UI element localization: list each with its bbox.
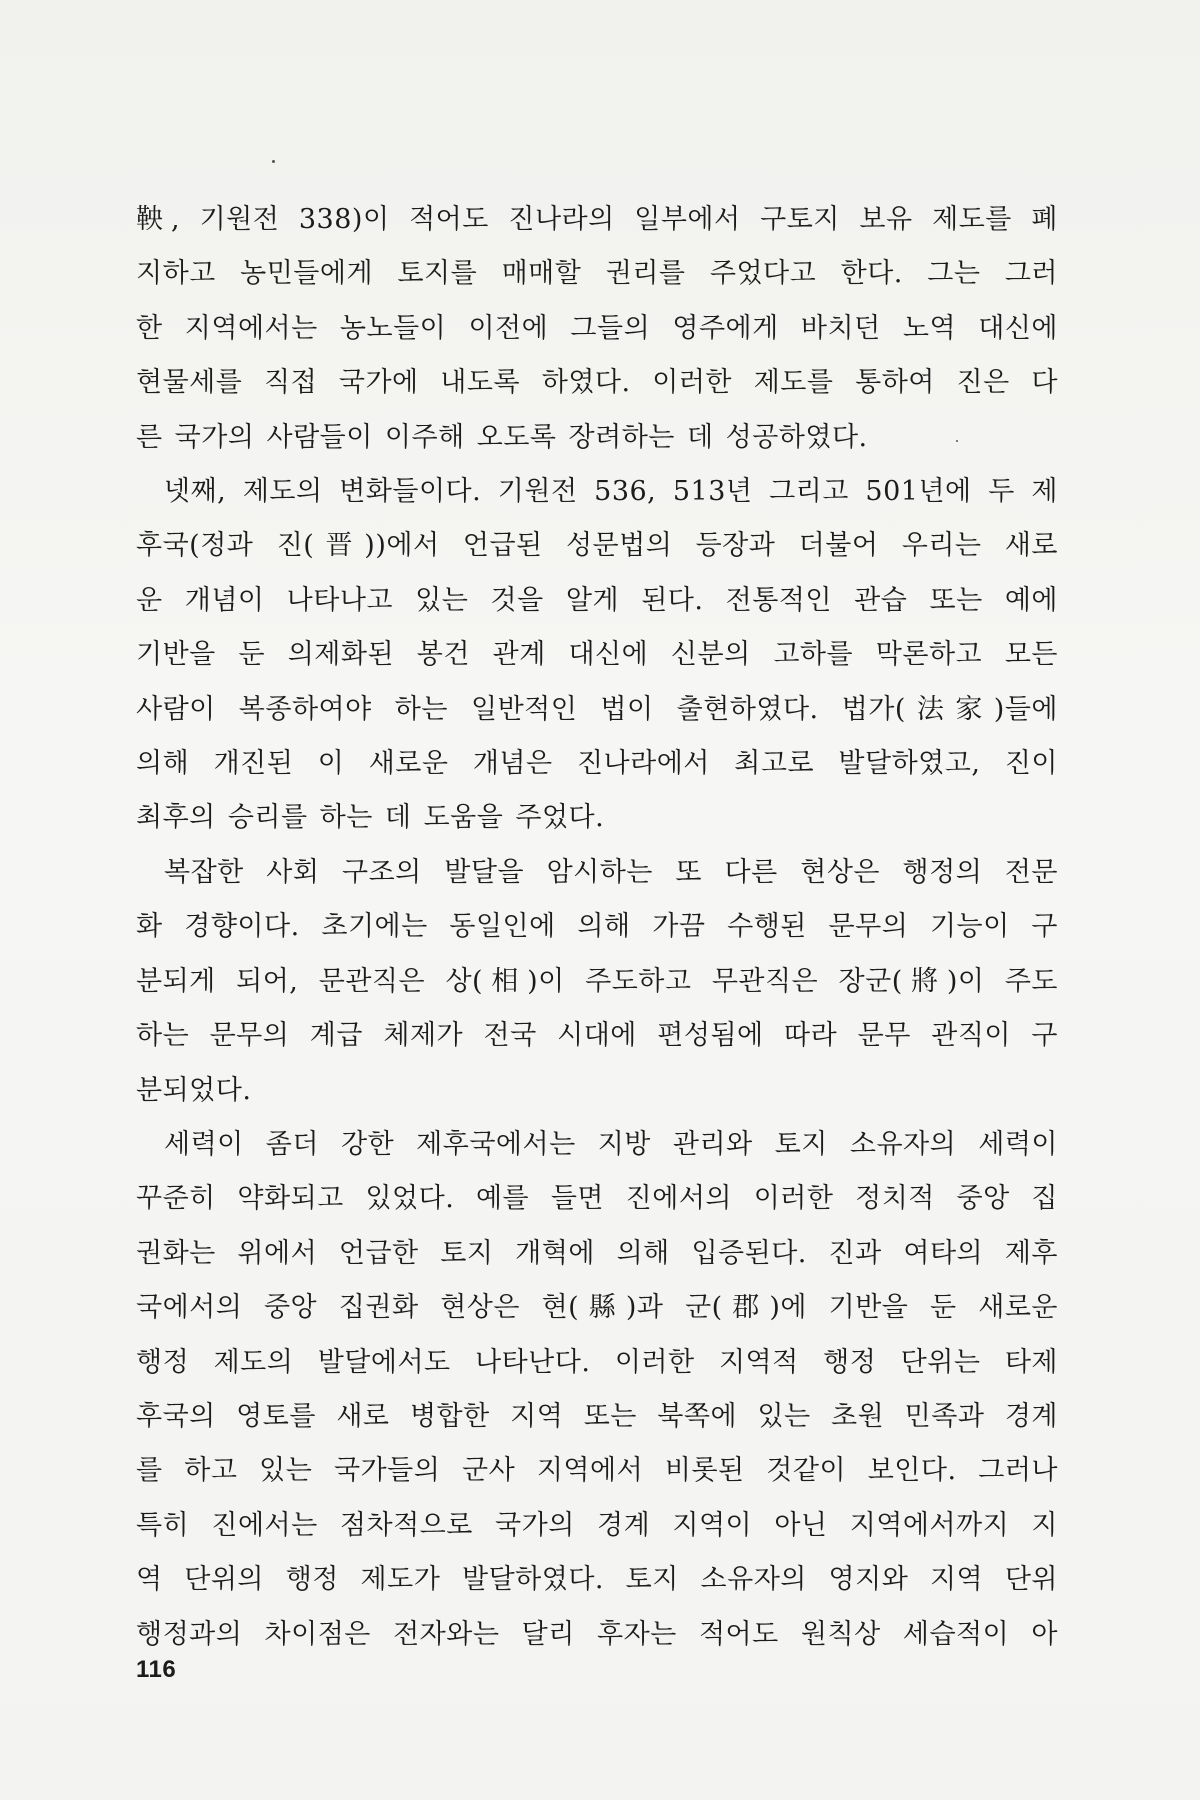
text-line: 기반을 둔 의제화된 봉건 관계 대신에 신분의 고하를 막론하고 모든 (136, 639, 1058, 671)
text-line: 행정과의 차이점은 전자와는 달리 후자는 적어도 원칙상 세습적이 아 (136, 1618, 1058, 1650)
scan-speck (272, 160, 275, 163)
text-line: 넷째, 제도의 변화들이다. 기원전 536, 513년 그리고 501년에 두 제 (164, 476, 1058, 508)
paragraph-2 (136, 465, 1058, 846)
text-line: 한 지역에서는 농노들이 이전에 그들의 영주에게 바치던 노역 대신에 (136, 312, 1058, 344)
text-line: 사람이 복종하여야 하는 일반적인 법이 출현하였다. 법가(法家)들에 (136, 693, 1058, 725)
text-line: 지하고 농민들에게 토지를 매매할 권리를 주었다고 한다. 그는 그러 (136, 258, 1058, 290)
body-text (136, 193, 1058, 1662)
text-line: 분되게 되어, 문관직은 상(相)이 주도하고 무관직은 장군(將)이 주도 (136, 965, 1058, 997)
text-line: 후국(정과 진(晋))에서 언급된 성문법의 등장과 더불어 우리는 새로 (136, 530, 1058, 562)
text-line: 를 하고 있는 국가들의 군사 지역에서 비롯된 것같이 보인다. 그러나 (136, 1455, 1058, 1487)
text-line: 후국의 영토를 새로 병합한 지역 또는 북쪽에 있는 초원 민족과 경계 (136, 1400, 1058, 1432)
text-line: 행정 제도의 발달에서도 나타난다. 이러한 지역적 행정 단위는 타제 (136, 1346, 1058, 1378)
text-line: 국에서의 중앙 집권화 현상은 현(縣)과 군(郡)에 기반을 둔 새로운 (136, 1292, 1058, 1324)
text-line: 꾸준히 약화되고 있었다. 예를 들면 진에서의 이러한 정치적 중앙 집 (136, 1183, 1058, 1215)
text-line: 운 개념이 나타나고 있는 것을 알게 된다. 전통적인 관습 또는 예에 (136, 584, 1058, 616)
text-line: 특히 진에서는 점차적으로 국가의 경계 지역이 아닌 지역에서까지 지 (136, 1509, 1058, 1541)
text-line: 른 국가의 사람들이 이주해 오도록 장려하는 데 성공하였다. (136, 421, 868, 453)
paragraph-1 (136, 193, 1058, 465)
text-line: 분되었다. (136, 1074, 252, 1106)
text-line: 의해 개진된 이 새로운 개념은 진나라에서 최고로 발달하였고, 진이 (136, 748, 1058, 780)
paragraph-4 (136, 1118, 1058, 1662)
text-line: 복잡한 사회 구조의 발달을 암시하는 또 다른 현상은 행정의 전문 (164, 856, 1058, 888)
text-line: 鞅, 기원전 338)이 적어도 진나라의 일부에서 구토지 보유 제도를 폐 (136, 204, 1058, 235)
page-number: 116 (136, 1656, 177, 1683)
paragraph-3 (136, 846, 1058, 1118)
text-line: 하는 문무의 계급 체제가 전국 시대에 편성됨에 따라 문무 관직이 구 (136, 1020, 1058, 1052)
text-line: 현물세를 직접 국가에 내도록 하였다. 이러한 제도를 통하여 진은 다 (136, 367, 1058, 399)
text-line: 최후의 승리를 하는 데 도움을 주었다. (136, 802, 605, 834)
text-line: 권화는 위에서 언급한 토지 개혁에 의해 입증된다. 진과 여타의 제후 (136, 1237, 1058, 1269)
text-line: 세력이 좀더 강한 제후국에서는 지방 관리와 토지 소유자의 세력이 (164, 1128, 1058, 1160)
text-line: 화 경향이다. 초기에는 동일인에 의해 가끔 수행된 문무의 기능이 구 (136, 911, 1058, 943)
text-line: 역 단위의 행정 제도가 발달하였다. 토지 소유자의 영지와 지역 단위 (136, 1564, 1058, 1596)
